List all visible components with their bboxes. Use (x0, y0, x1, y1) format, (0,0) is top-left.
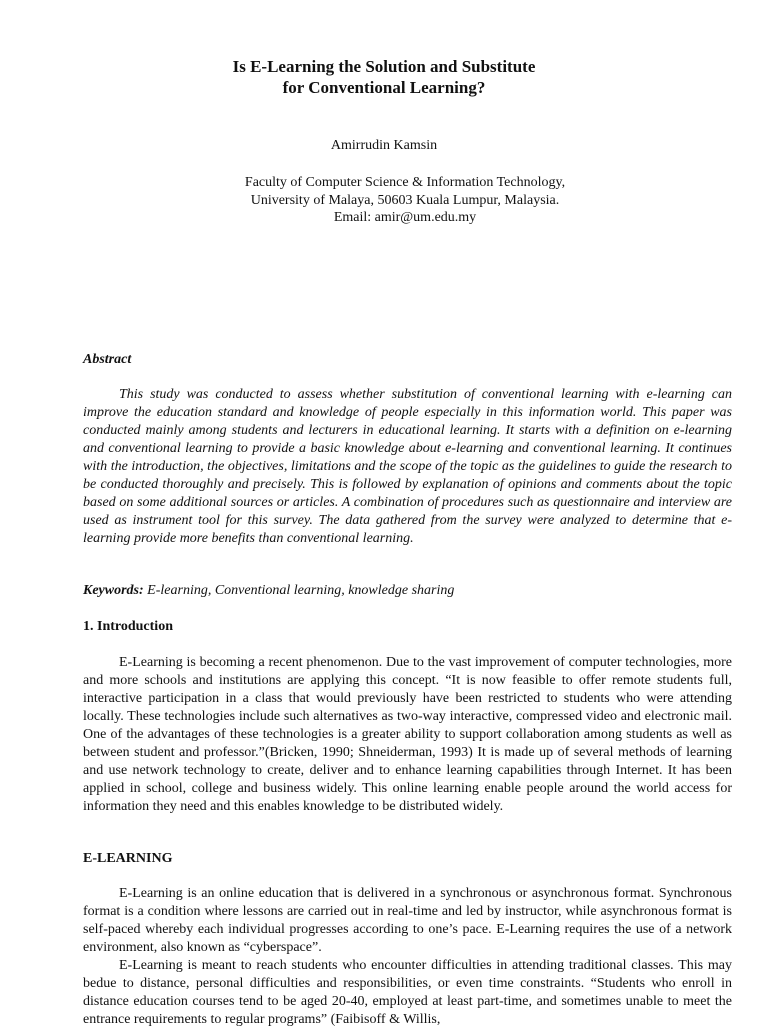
elearning-paragraph-2: E-Learning is meant to reach students who encounter difficulties in attending traditional classes. This may bedue to distance, personal difficulties and responsibilities, or even time constraints. “Students who enroll in distance education courses tend to be aged 20-40, employed at least part-time, and sometimes unable to meet the entrance requirements to regular programs” (Faibisoff & Willis, (83, 958, 732, 1027)
title-line-1: Is E-Learning the Solution and Substitute (232, 57, 536, 76)
author-name: Amirrudin Kamsin (330, 138, 438, 153)
keywords-label: Keywords: (83, 583, 144, 598)
affiliation-line-1: Faculty of Computer Science & Information Technology, (244, 175, 566, 190)
keywords-text: E-learning, Conventional learning, knowledge sharing (143, 583, 455, 598)
affiliation-line-2: University of Malaya, 50603 Kuala Lumpur, Malaysia. (250, 192, 560, 208)
abstract-text: This study was conducted to assess whether substitution of conventional learning with e-learning can improve the education standard and knowledge of people especially in this information world. This paper was conducted mainly among students and lecturers in educational learning. It starts with a definition on e-learning and conventional learning to provide a basic knowledge about e-learning and conventional learning. It continues with the introduction, the objectives, limitations and the scope of the topic as the guidelines to guide the research to be conducted thoroughly and precisely. This is followed by explanation of opinions and comments about the topic based on some additional sources or articles. A combination of procedures such as questionnaire and interview are used as instrument tool for this survey. The data gathered from the survey were analyzed to determine that e-learning provide more benefits than conventional learning. (83, 387, 732, 546)
title-line-2: for Conventional Learning? (282, 78, 486, 97)
affiliation (0, 174, 768, 227)
email-line: Email: amir@um.edu.my (333, 210, 477, 225)
elearning-paragraph-1: E-Learning is an online education that is delivered in a synchronous or asynchronous format. Synchronous format is a condition where lessons are carried out in real-time and led by instructor, while asynchronous format is self-paced whereby each individual progresses according to one’s pace. E-Learning requires the use of a network environment, also known as “cyberspace”. (83, 886, 732, 955)
paper-title (0, 56, 768, 98)
introduction-heading: 1. Introduction (83, 619, 173, 634)
keywords (83, 582, 454, 600)
introduction-text: E-Learning is becoming a recent phenomenon. Due to the vast improvement of computer technologies, more and more schools and institutions are applying this concept. “It is now feasible to offer remote students full, interactive participation in a class that would previously have been restricted to students who were attending locally. These technologies include such alternatives as two-way interactive, compressed video and electronic mail. One of the advantages of these technologies is a greater ability to support collaboration among students as well as between student and professor.”(Bricken, 1990; Shneiderman, 1993) It is made up of several methods of learning and use network technology to create, deliver and to enhance learning capabilities through Internet. It has been applied in school, college and business widely. This online learning enable people around the world access for information they need and this enables knowledge to be distributed widely. (83, 655, 732, 814)
elearning-heading: E-LEARNING (83, 851, 173, 866)
abstract-heading: Abstract (83, 352, 132, 367)
